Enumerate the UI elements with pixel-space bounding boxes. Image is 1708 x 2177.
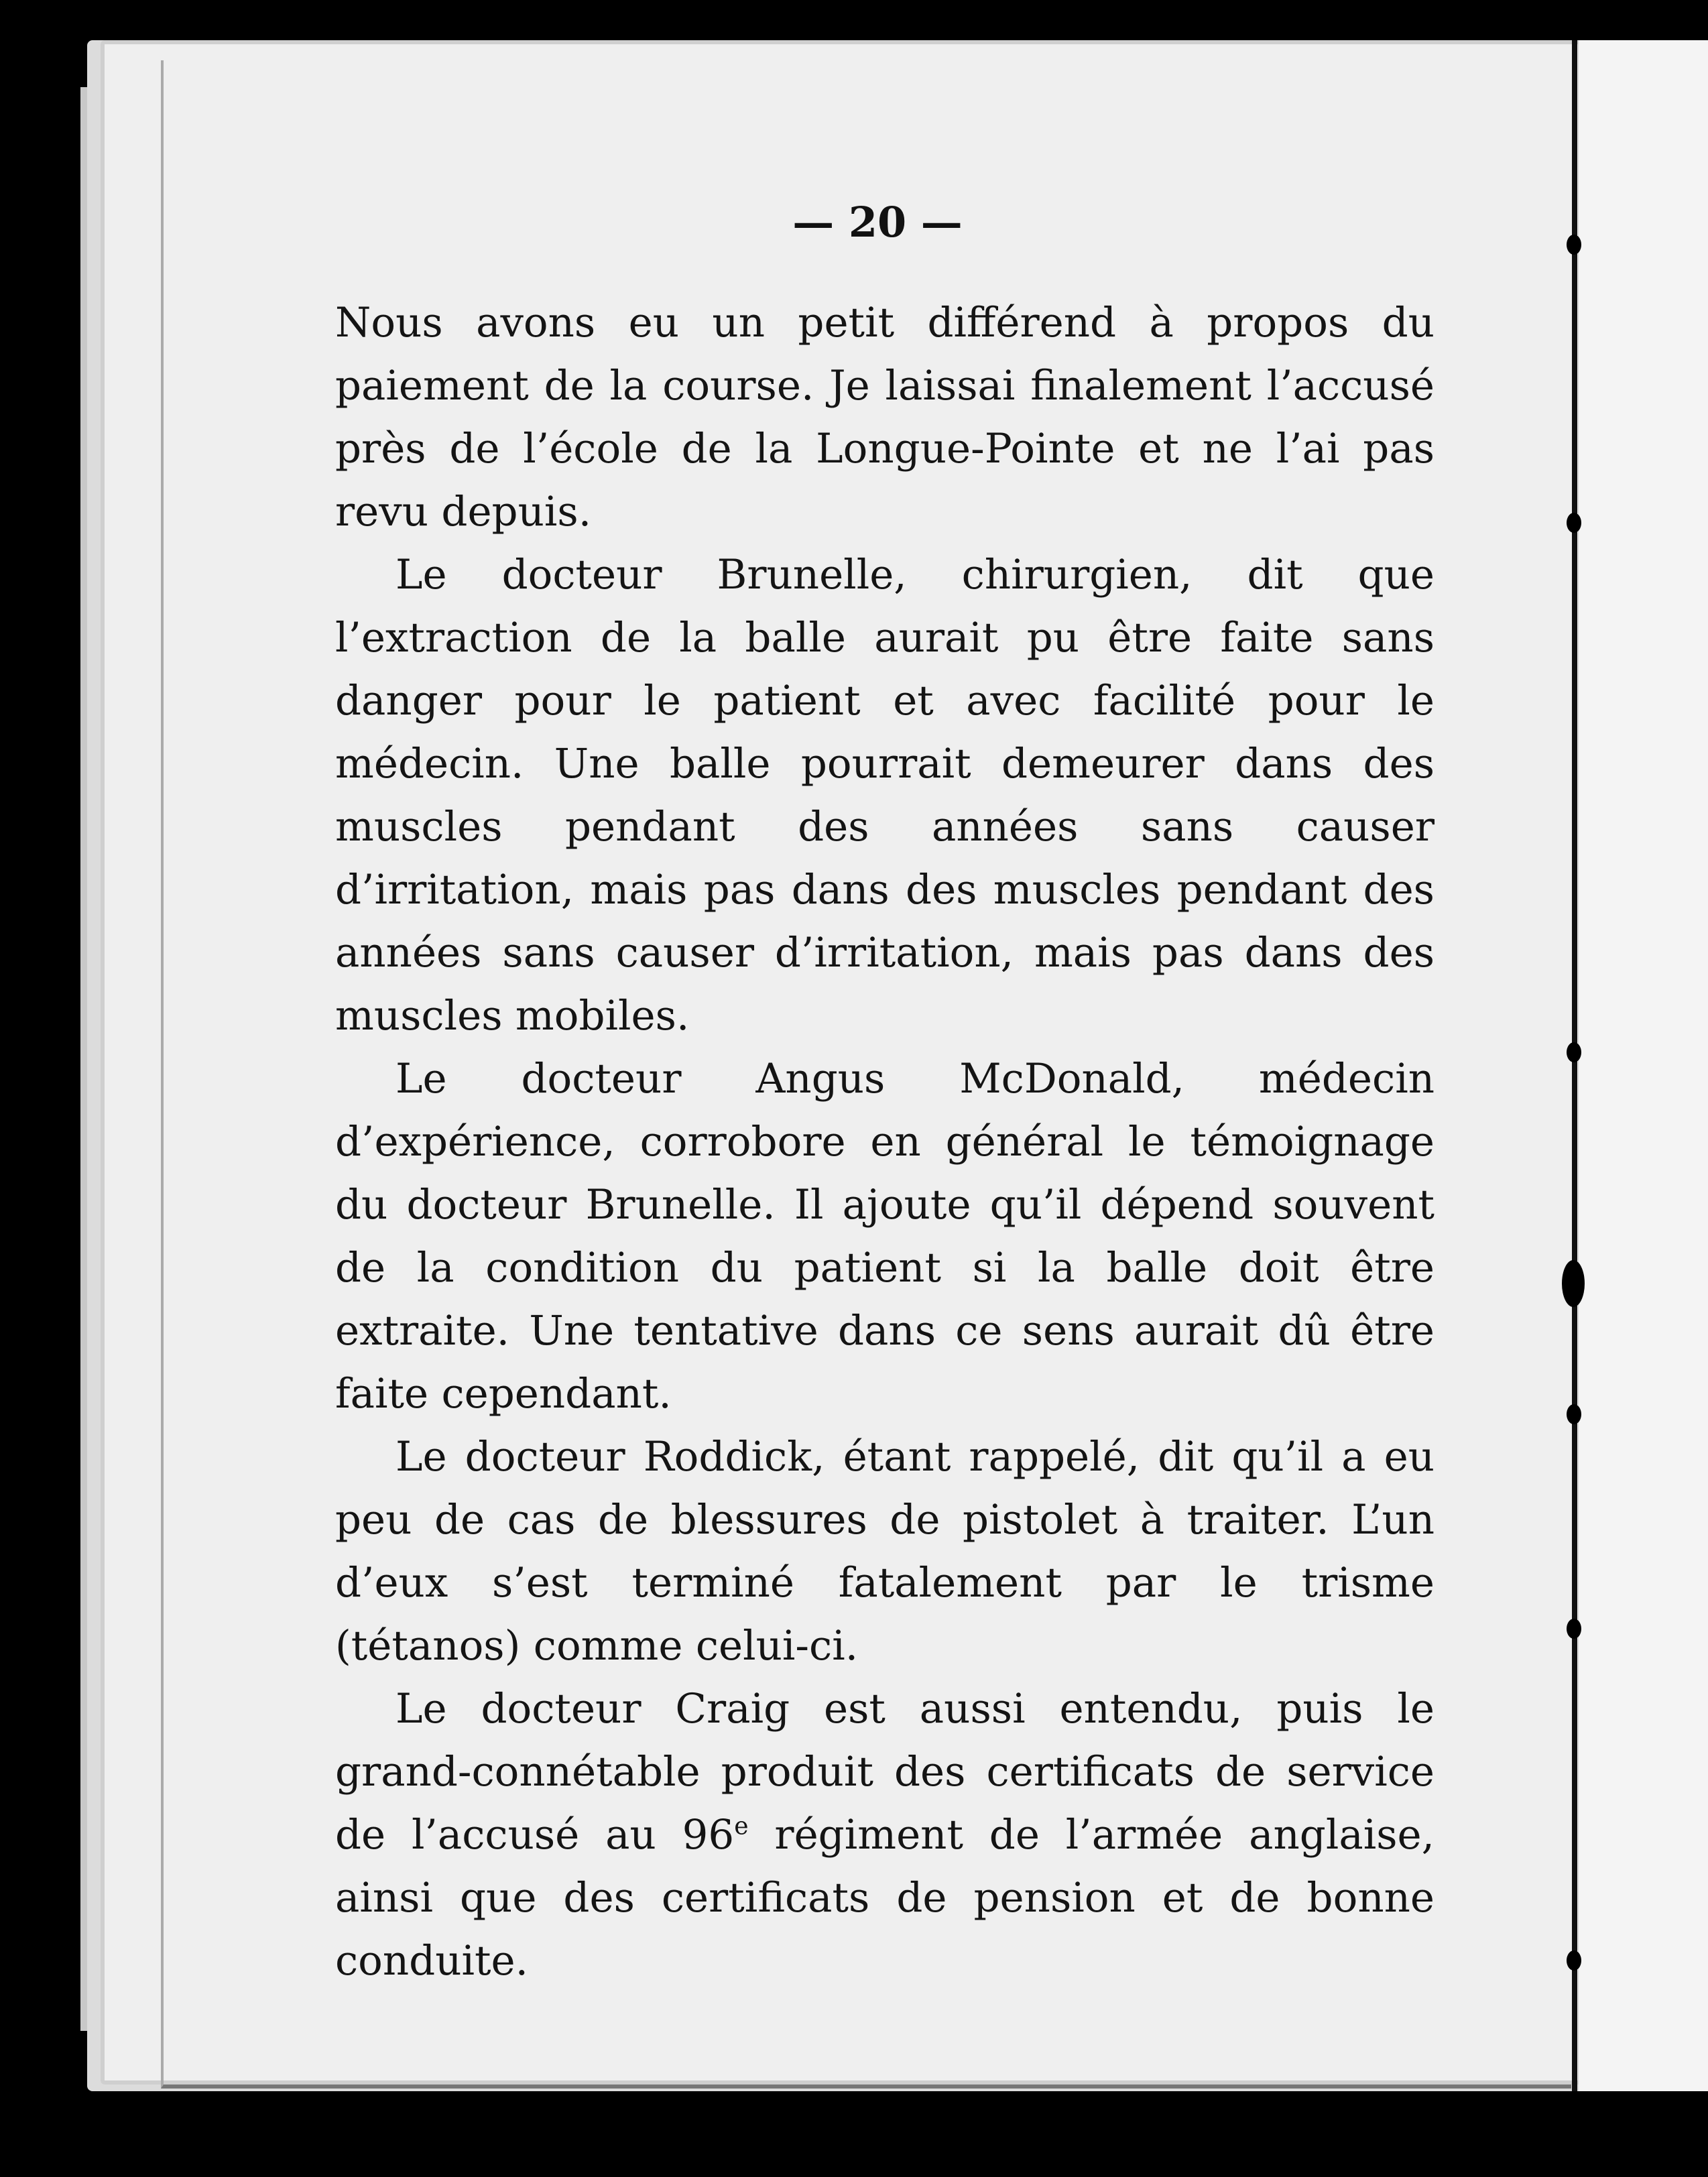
paragraph: Le docteur Angus McDonald, médecin d’expérience, corrobore en général le témoignage du docteur Brunelle. Il ajoute qu’il dépend souvent de la condition du patient si la balle doit être extraite. Une tentative dans ce sens aurait dû être faite cependant. (335, 1055, 1435, 1418)
paragraph: Le docteur Brunelle, chirurgien, dit que l’extraction de la balle aurait pu être faite sans danger pour le patient et avec facilité pour le médecin. Une balle pourrait demeurer dans des muscles pendant des années sans causer d’irritation, mais pas dans des muscles pendant des années sans causer d’irritation, mais pas dans des muscles mobiles. (335, 551, 1435, 1040)
paragraph-text: régiment de l’armée anglaise, ainsi que des certificats de pension et de bonne conduite. (335, 1811, 1435, 1985)
binding-stitch (1567, 1950, 1581, 1971)
binding-fold (1572, 40, 1577, 2091)
binding-stitch (1567, 513, 1581, 533)
body-text (335, 292, 1435, 1993)
paragraph: Nous avons eu un petit différend à propos du paiement de la course. Je laissai finalement l’accusé près de l’école de la Longue-Pointe et ne l’ai pas revu depuis. (335, 299, 1435, 536)
paragraph: Le docteur Roddick, étant rappelé, dit qu’il a eu peu de cas de blessures de pistolet à traiter. L’un d’eux s’est terminé fatalement par le trisme (tétanos) comme celui-ci. (335, 1433, 1435, 1670)
page-number: — 20 — (792, 198, 963, 247)
superscript: e (734, 1812, 749, 1841)
paragraph (335, 1678, 1435, 1993)
binding-stitch (1567, 1619, 1581, 1639)
binding-stitch (1567, 1404, 1581, 1424)
binding-stitch (1567, 1042, 1581, 1062)
paragraph-text: Le docteur Craig est aussi entendu, puis le grand-connétable produit des certificats de service de l’accusé au 96 (335, 1685, 1435, 1859)
binding-stitch (1562, 1260, 1585, 1307)
facing-page-strip (1579, 40, 1708, 2091)
